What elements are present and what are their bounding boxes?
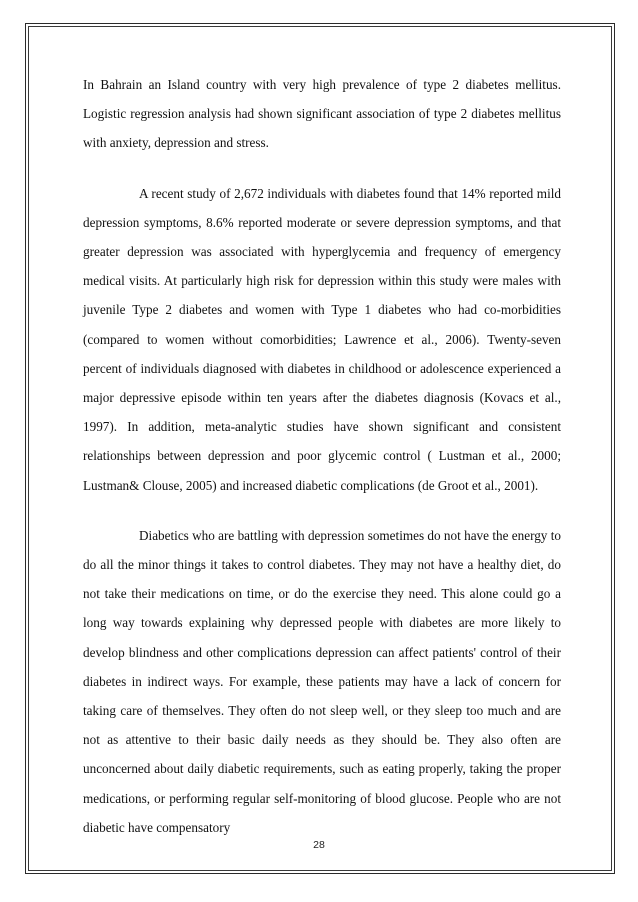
- paragraph-recent-study: A recent study of 2,672 individuals with diabetes found that 14% reported mild depression symptoms, 8.6% reported moderate or severe depression symptoms, and that greater depression was associated with hyperglycemia and frequency of emergency medical visits. At particularly high risk for depression within this study were males with juvenile Type 2 diabetes and women with Type 1 diabetes who had co-morbidities (compared to women without comorbidities; Lawrence et al., 2006). Twenty-seven percent of individuals diagnosed with diabetes in childhood or adolescence experienced a major depressive episode within ten years after the diabetes diagnosis (Kovacs et al., 1997). In addition, meta-analytic studies have shown significant and consistent relationships between depression and poor glycemic control ( Lustman et al., 2000; Lustman& Clouse, 2005) and increased diabetic complications (de Groot et al., 2001).: [83, 185, 561, 493]
- document-body: [83, 70, 561, 842]
- paragraph-bahrain: In Bahrain an Island country with very high prevalence of type 2 diabetes mellitus. Logistic regression analysis had shown significant association of type 2 diabetes mellitus with anxiety, depression and stress.: [83, 77, 561, 151]
- page-number: 28: [313, 839, 325, 851]
- paragraph-gap: [83, 500, 561, 521]
- paragraph-gap: [83, 158, 561, 179]
- paragraph-diabetics-depression: Diabetics who are battling with depression sometimes do not have the energy to do all the minor things it takes to control diabetes. They may not have a healthy diet, do not take their medications on time, or do the exercise they need. This alone could go a long way towards explaining why depressed people with diabetes are more likely to develop blindness and other complications depression can affect patients' control of their diabetes in indirect ways. For example, these patients may have a lack of concern for taking care of themselves. They often do not sleep well, or they sleep too much and are not as attentive to their basic daily needs as they should be. They also often are unconcerned about daily diabetic requirements, such as eating properly, taking the proper medications, or performing regular self-monitoring of blood glucose. People who are not diabetic have compensatory: [83, 527, 561, 835]
